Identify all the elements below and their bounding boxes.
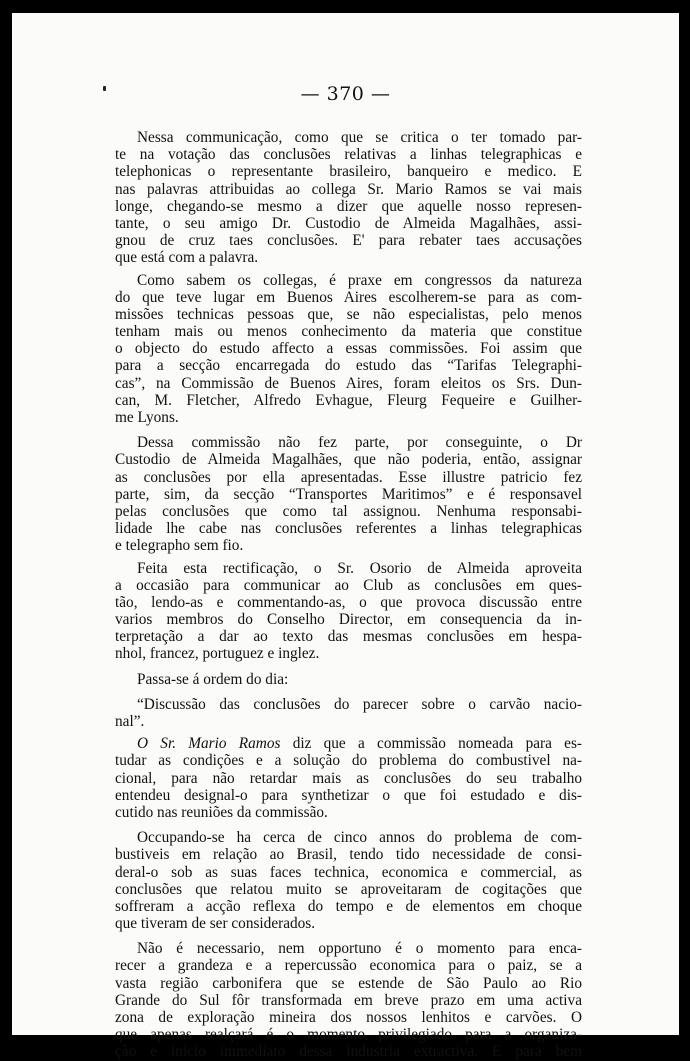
- text-line: o objecto do estudo affecto a essas commissões. Foi assim que: [115, 340, 582, 358]
- text-line: que está com a palavra.: [115, 249, 259, 267]
- paragraph-4: [115, 560, 582, 663]
- text-line: que tiveram de ser considerados.: [115, 915, 316, 933]
- paragraph-5: [115, 671, 582, 688]
- text-line: Como sabem os collegas, é praxe em congressos da natureza: [137, 271, 582, 289]
- text-line: soffreram a acção reflexa do tempo e de elementos em choque: [115, 897, 582, 915]
- paragraph-6: [115, 696, 582, 730]
- text-line: tudar as condições e a solução do problema do combustivel na-: [115, 752, 582, 770]
- text-line: “Discussão das conclusões do parecer sobre o carvão nacio-: [137, 695, 582, 713]
- text-line: tão, lendo-as e commentando-as, o que provoca discussão entre: [115, 593, 582, 611]
- text-line: me Lyons.: [115, 409, 179, 426]
- page-number: — 370 —: [300, 83, 391, 105]
- text-line: can, M. Fletcher, Alfredo Evhague, Fleurg Fequeire e Guilher-: [115, 391, 582, 409]
- speaker-line-rest: diz que a commissão nomeada para es-: [280, 735, 582, 753]
- text-line: Passa-se á ordem do dia:: [137, 670, 289, 688]
- text-line: nhol, francez, portuguez e inglez.: [115, 645, 320, 663]
- text-line: vasta região carbonifera que se estende de São Paulo ao Rio: [115, 974, 582, 992]
- text-line: Não é necessario, nem opportuno é o momento para enca-: [137, 940, 582, 958]
- text-line: gnou de cruz taes conclusões. E' para rebater taes accusações: [115, 232, 582, 250]
- text-line: cional, para não retardar mais as conclusões do seu trabalho: [115, 769, 582, 787]
- text-line: tenham mais ou menos conhecimento da materia que constitue: [115, 323, 582, 341]
- text-line: lidade lhe cabe nas conclusões referentes a linhas telegraphicas: [115, 520, 582, 538]
- paragraph-2: [115, 272, 582, 427]
- text-line: ção e inicio immediato dessa industria extractiva. E para bem: [115, 1043, 582, 1061]
- text-line: e telegrapho sem fio.: [115, 537, 244, 555]
- text-line: missões technicas pessoas que, se não especialistas, pelo menos: [115, 305, 582, 323]
- paragraph-3: [115, 434, 582, 554]
- text-line: longe, chegando-se mesmo a dizer que aquelle nosso represen-: [115, 197, 582, 215]
- paragraph-1: [115, 129, 582, 267]
- text-line: Dessa commissão não fez parte, por conseguinte, o Dr: [137, 434, 582, 452]
- text-line: bustiveis em relação ao Brasil, tendo tido necessidade de consi-: [115, 846, 582, 864]
- text-line: tante, o seu amigo Dr. Custodio de Almeida Magalhães, assi-: [115, 214, 582, 232]
- text-line: telephonicas o representante brasileiro, banqueiro e medico. E: [115, 163, 582, 181]
- paragraph-7: [115, 735, 582, 821]
- paragraph-8: [115, 829, 582, 932]
- text-line: conclusões que relatou muito se aproveitaram de cogitações que: [115, 880, 582, 898]
- text-line: que apenas realçará é o momento privilegiado para a organiza-: [115, 1026, 582, 1044]
- text-line: nas palavras attribuidas ao collega Sr. Mario Ramos se vai mais: [115, 180, 582, 198]
- document-page: [12, 13, 679, 1061]
- text-line: Grande do Sul fôr transformada em breve prazo em uma activa: [115, 991, 582, 1009]
- paragraph-9: [115, 940, 582, 1060]
- body-text: [115, 129, 582, 1061]
- text-line: deral-o sob as suas faces technica, economica e commercial, as: [115, 863, 582, 881]
- text-line: nal”.: [115, 713, 145, 730]
- text-line: as conclusões por ella apresentadas. Esse illustre patricio fez: [115, 468, 582, 486]
- text-line: do que teve lugar em Buenos Aires escolherem-se para as com-: [115, 288, 582, 306]
- text-line: entendeu designal-o para synthetizar o que foi estudado e dis-: [115, 786, 582, 804]
- text-line: parte, sim, da secção “Transportes Maritimos” e é responsavel: [115, 485, 582, 503]
- text-line: te na votação das conclusões relativas a linhas telegraphicas e: [115, 146, 582, 164]
- speaker-name: O Sr. Mario Ramos: [137, 735, 281, 753]
- text-line: cas”, na Commissão de Buenos Aires, foram eleitos os Srs. Dun-: [115, 374, 582, 392]
- text-line: Occupando-se ha cerca de cinco annos do problema de com-: [137, 829, 582, 847]
- text-line: varios membros do Conselho Director, em consequencia da in-: [115, 611, 582, 629]
- text-line: cutido nas reuniões da commissão.: [115, 803, 328, 821]
- text-line: Feita esta rectificação, o Sr. Osorio de Almeida aproveita: [137, 559, 582, 577]
- text-line: para a secção encarregada do estudo das “Tarifas Telegraphi-: [115, 357, 582, 375]
- text-line: a occasião para communicar ao Club as conclusões em ques-: [115, 576, 582, 594]
- text-line: Custodio de Almeida Magalhães, que não poderia, então, assignar: [115, 451, 582, 469]
- text-line: recer a grandeza e a repercussão economica para o paiz, se a: [115, 957, 582, 975]
- text-line: zona de exploração mineira dos nossos lenhitos e carvões. O: [115, 1009, 582, 1026]
- text-line: pelas conclusões que como tal assignou. Nenhuma responsabi-: [115, 502, 582, 520]
- text-line: Nessa communicação, como que se critica o ter tomado par-: [137, 129, 582, 146]
- text-line: [115, 735, 582, 752]
- text-line: terpretação a dar ao texto das mesmas conclusões em hespa-: [115, 628, 582, 646]
